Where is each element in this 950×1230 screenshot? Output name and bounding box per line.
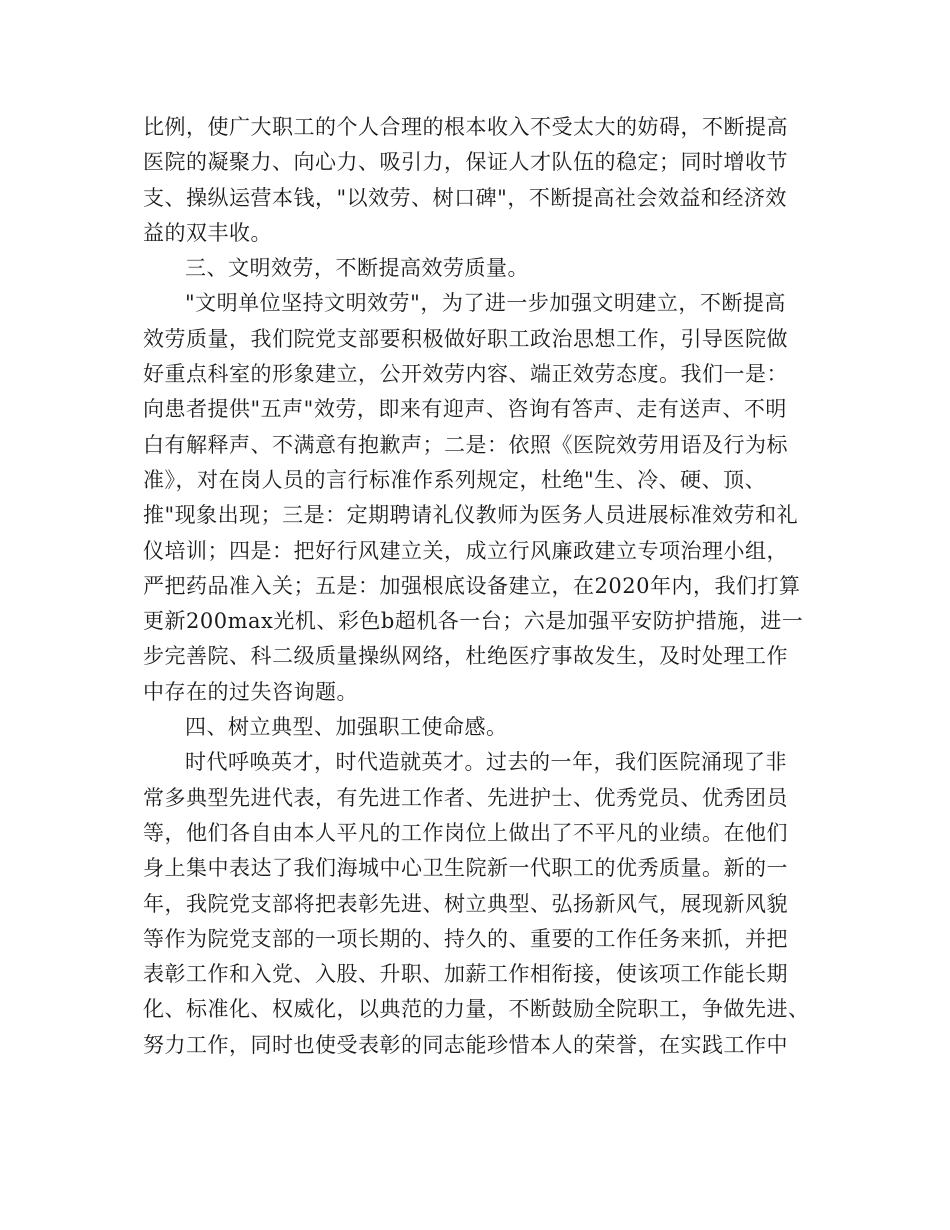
text-line: 身上集中表达了我们海城中心卫生院新一代职工的优秀质量。新的一	[143, 856, 788, 881]
text-line: 仪培训；四是：把好行风建立关，成立行风廉政建立专项治理小组，	[143, 538, 788, 563]
text-line: 中存在的过失咨询题。	[143, 679, 358, 704]
section-heading: 四、树立典型、加强职工使命感。	[185, 715, 508, 740]
text-line: 等作为院党支部的一项长期的、持久的、重要的工作任务来抓，并把	[143, 926, 788, 951]
text-line: 努力工作，同时也使受表彰的同志能珍惜本人的荣誉，在实践工作中	[143, 1032, 788, 1057]
text-line: 好重点科室的形象建立，公开效劳内容、端正效劳态度。我们一是：	[143, 362, 788, 387]
text-line: 益的双丰收。	[143, 220, 272, 245]
text-line: 白有解释声、不满意有抱歉声；二是：依照《医院效劳用语及行为标	[143, 432, 788, 457]
text-line: 向患者提供"五声"效劳，即来有迎声、咨询有答声、走有送声、不明	[143, 397, 787, 422]
text-line: 等，他们各自由本人平凡的工作岗位上做出了不平凡的业绩。在他们	[143, 820, 788, 845]
text-line: 准》，对在岗人员的言行标准作系列规定，杜绝"生、冷、硬、顶、	[143, 467, 767, 492]
section-heading: 三、文明效劳，不断提高效劳质量。	[185, 256, 529, 281]
text-line: 更新200max光机、彩色b超机各一台；六是加强平安防护措施，进一	[143, 609, 804, 634]
text-line: 化、标准化、权威化，以典范的力量，不断鼓励全院职工，争做先进、	[143, 997, 810, 1022]
text-line: 医院的凝聚力、向心力、吸引力，保证人才队伍的稳定；同时增收节	[143, 150, 788, 175]
text-line: 常多典型先进代表，有先进工作者、先进护士、优秀党员、优秀团员	[143, 785, 788, 810]
text-line: 推"现象出现；三是：定期聘请礼仪教师为医务人员进展标准效劳和礼	[143, 503, 799, 528]
text-line: 步完善院、科二级质量操纵网络，杜绝医疗事故发生，及时处理工作	[143, 644, 788, 669]
text-line: "文明单位坚持文明效劳"，为了进一步加强文明建立，不断提高	[185, 291, 786, 316]
text-line: 时代呼唤英才，时代造就英才。过去的一年，我们医院涌现了非	[185, 750, 787, 775]
text-line: 比例，使广大职工的个人合理的根本收入不受太大的妨碍，不断提高	[143, 115, 788, 139]
text-line: 表彰工作和入党、入股、升职、加薪工作相衔接，使该项工作能长期	[143, 962, 788, 987]
text-line: 年，我院党支部将把表彰先进、树立典型、弘扬新风气，展现新风貌	[143, 891, 788, 916]
document-body	[143, 110, 823, 1063]
text-line: 效劳质量，我们院党支部要积极做好职工政治思想工作，引导医院做	[143, 326, 788, 351]
text-line: 支、操纵运营本钱，"以效劳、树口碑"，不断提高社会效益和经济效	[143, 185, 787, 210]
text-line: 严把药品准入关；五是：加强根底设备建立，在2020年内，我们打算	[143, 573, 801, 598]
